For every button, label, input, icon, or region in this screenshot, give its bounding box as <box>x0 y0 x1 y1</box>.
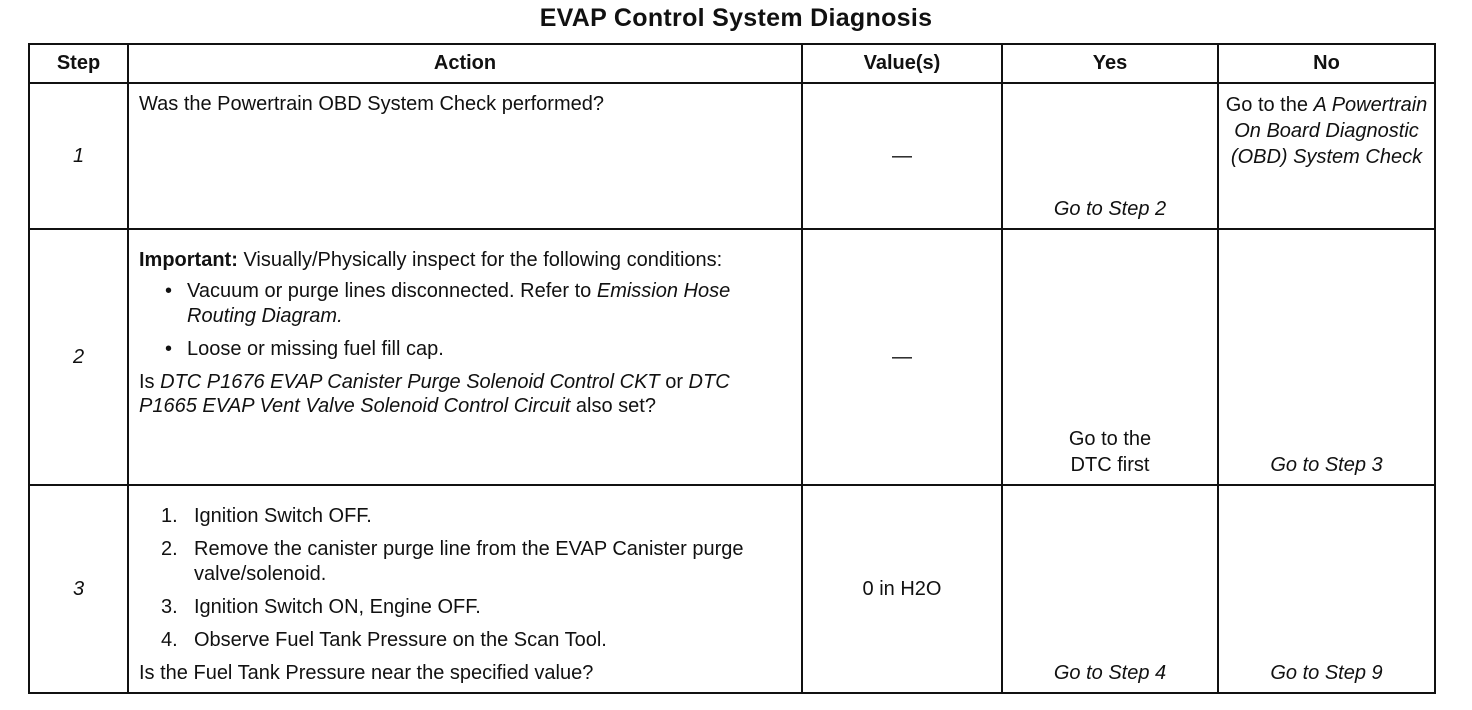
header-no: No <box>1218 44 1435 83</box>
question-text: or <box>659 371 689 393</box>
important-note <box>139 248 793 273</box>
step-index: 3. <box>161 596 178 618</box>
value-cell: — <box>802 83 1002 229</box>
bullet-icon: • <box>165 280 173 302</box>
action-cell <box>128 229 802 485</box>
value-cell: 0 in H2O <box>802 485 1002 693</box>
header-values: Value(s) <box>802 44 1002 83</box>
header-action: Action <box>128 44 802 83</box>
action-cell <box>128 83 802 229</box>
header-step: Step <box>29 44 128 83</box>
no-cell <box>1218 83 1435 229</box>
page-title: EVAP Control System Diagnosis <box>539 4 933 32</box>
diagnosis-table <box>28 43 1436 694</box>
no-cell: Go to Step 9 <box>1218 485 1435 693</box>
yes-text: Go to the DTC first <box>1068 428 1152 476</box>
condition-list <box>139 279 793 362</box>
table-row <box>29 229 1435 485</box>
list-item <box>161 537 793 587</box>
action-cell <box>128 485 802 693</box>
question-text: Is <box>139 371 161 393</box>
yes-cell: Go to Step 4 <box>1002 485 1218 693</box>
list-item <box>165 337 793 362</box>
step-text: Remove the canister purge line from the EVAP Canister purge valve/solenoid. <box>194 538 744 585</box>
no-reference: A Powertrain On Board Diagnostic (OBD) System Check <box>1230 94 1428 168</box>
step-number: 2 <box>29 229 128 485</box>
step-number: 3 <box>29 485 128 693</box>
step-text: Ignition Switch OFF. <box>194 505 372 527</box>
step-index: 4. <box>161 629 178 651</box>
step-index: 1. <box>161 505 178 527</box>
step-text: Observe Fuel Tank Pressure on the Scan Tool. <box>194 629 607 651</box>
action-question <box>139 370 793 418</box>
header-yes: Yes <box>1002 44 1218 83</box>
question-text: also set? <box>570 395 656 417</box>
step-text: Ignition Switch ON, Engine OFF. <box>194 596 481 618</box>
bullet-text: Vacuum or purge lines disconnected. Refer to <box>187 280 597 302</box>
table-row <box>29 485 1435 693</box>
yes-cell <box>1002 229 1218 485</box>
bullet-text: Loose or missing fuel fill cap. <box>187 338 444 360</box>
bullet-reference: Emission Hose Routing Diagram. <box>187 280 731 327</box>
list-item <box>161 504 793 529</box>
step-number: 1 <box>29 83 128 229</box>
bullet-icon: • <box>165 338 173 360</box>
procedure-list <box>139 504 793 653</box>
dtc-reference: DTC P1665 EVAP Vent Valve Solenoid Control Circuit <box>139 371 730 417</box>
important-text: Visually/Physically inspect for the following conditions: <box>237 249 723 271</box>
yes-cell: Go to Step 2 <box>1002 83 1218 229</box>
no-cell: Go to Step 3 <box>1218 229 1435 485</box>
list-item <box>165 279 793 329</box>
list-item <box>161 595 793 620</box>
list-item <box>161 628 793 653</box>
action-question: Is the Fuel Tank Pressure near the specified value? <box>139 662 594 684</box>
table-row <box>29 83 1435 229</box>
dtc-reference: DTC P1676 EVAP Canister Purge Solenoid Control CKT <box>160 371 660 393</box>
header-row <box>29 44 1435 83</box>
value-cell: — <box>802 229 1002 485</box>
action-question: Was the Powertrain OBD System Check performed? <box>139 93 604 115</box>
important-label: Important: <box>139 249 238 271</box>
step-index: 2. <box>161 538 178 560</box>
no-prefix: Go to the <box>1225 94 1314 116</box>
